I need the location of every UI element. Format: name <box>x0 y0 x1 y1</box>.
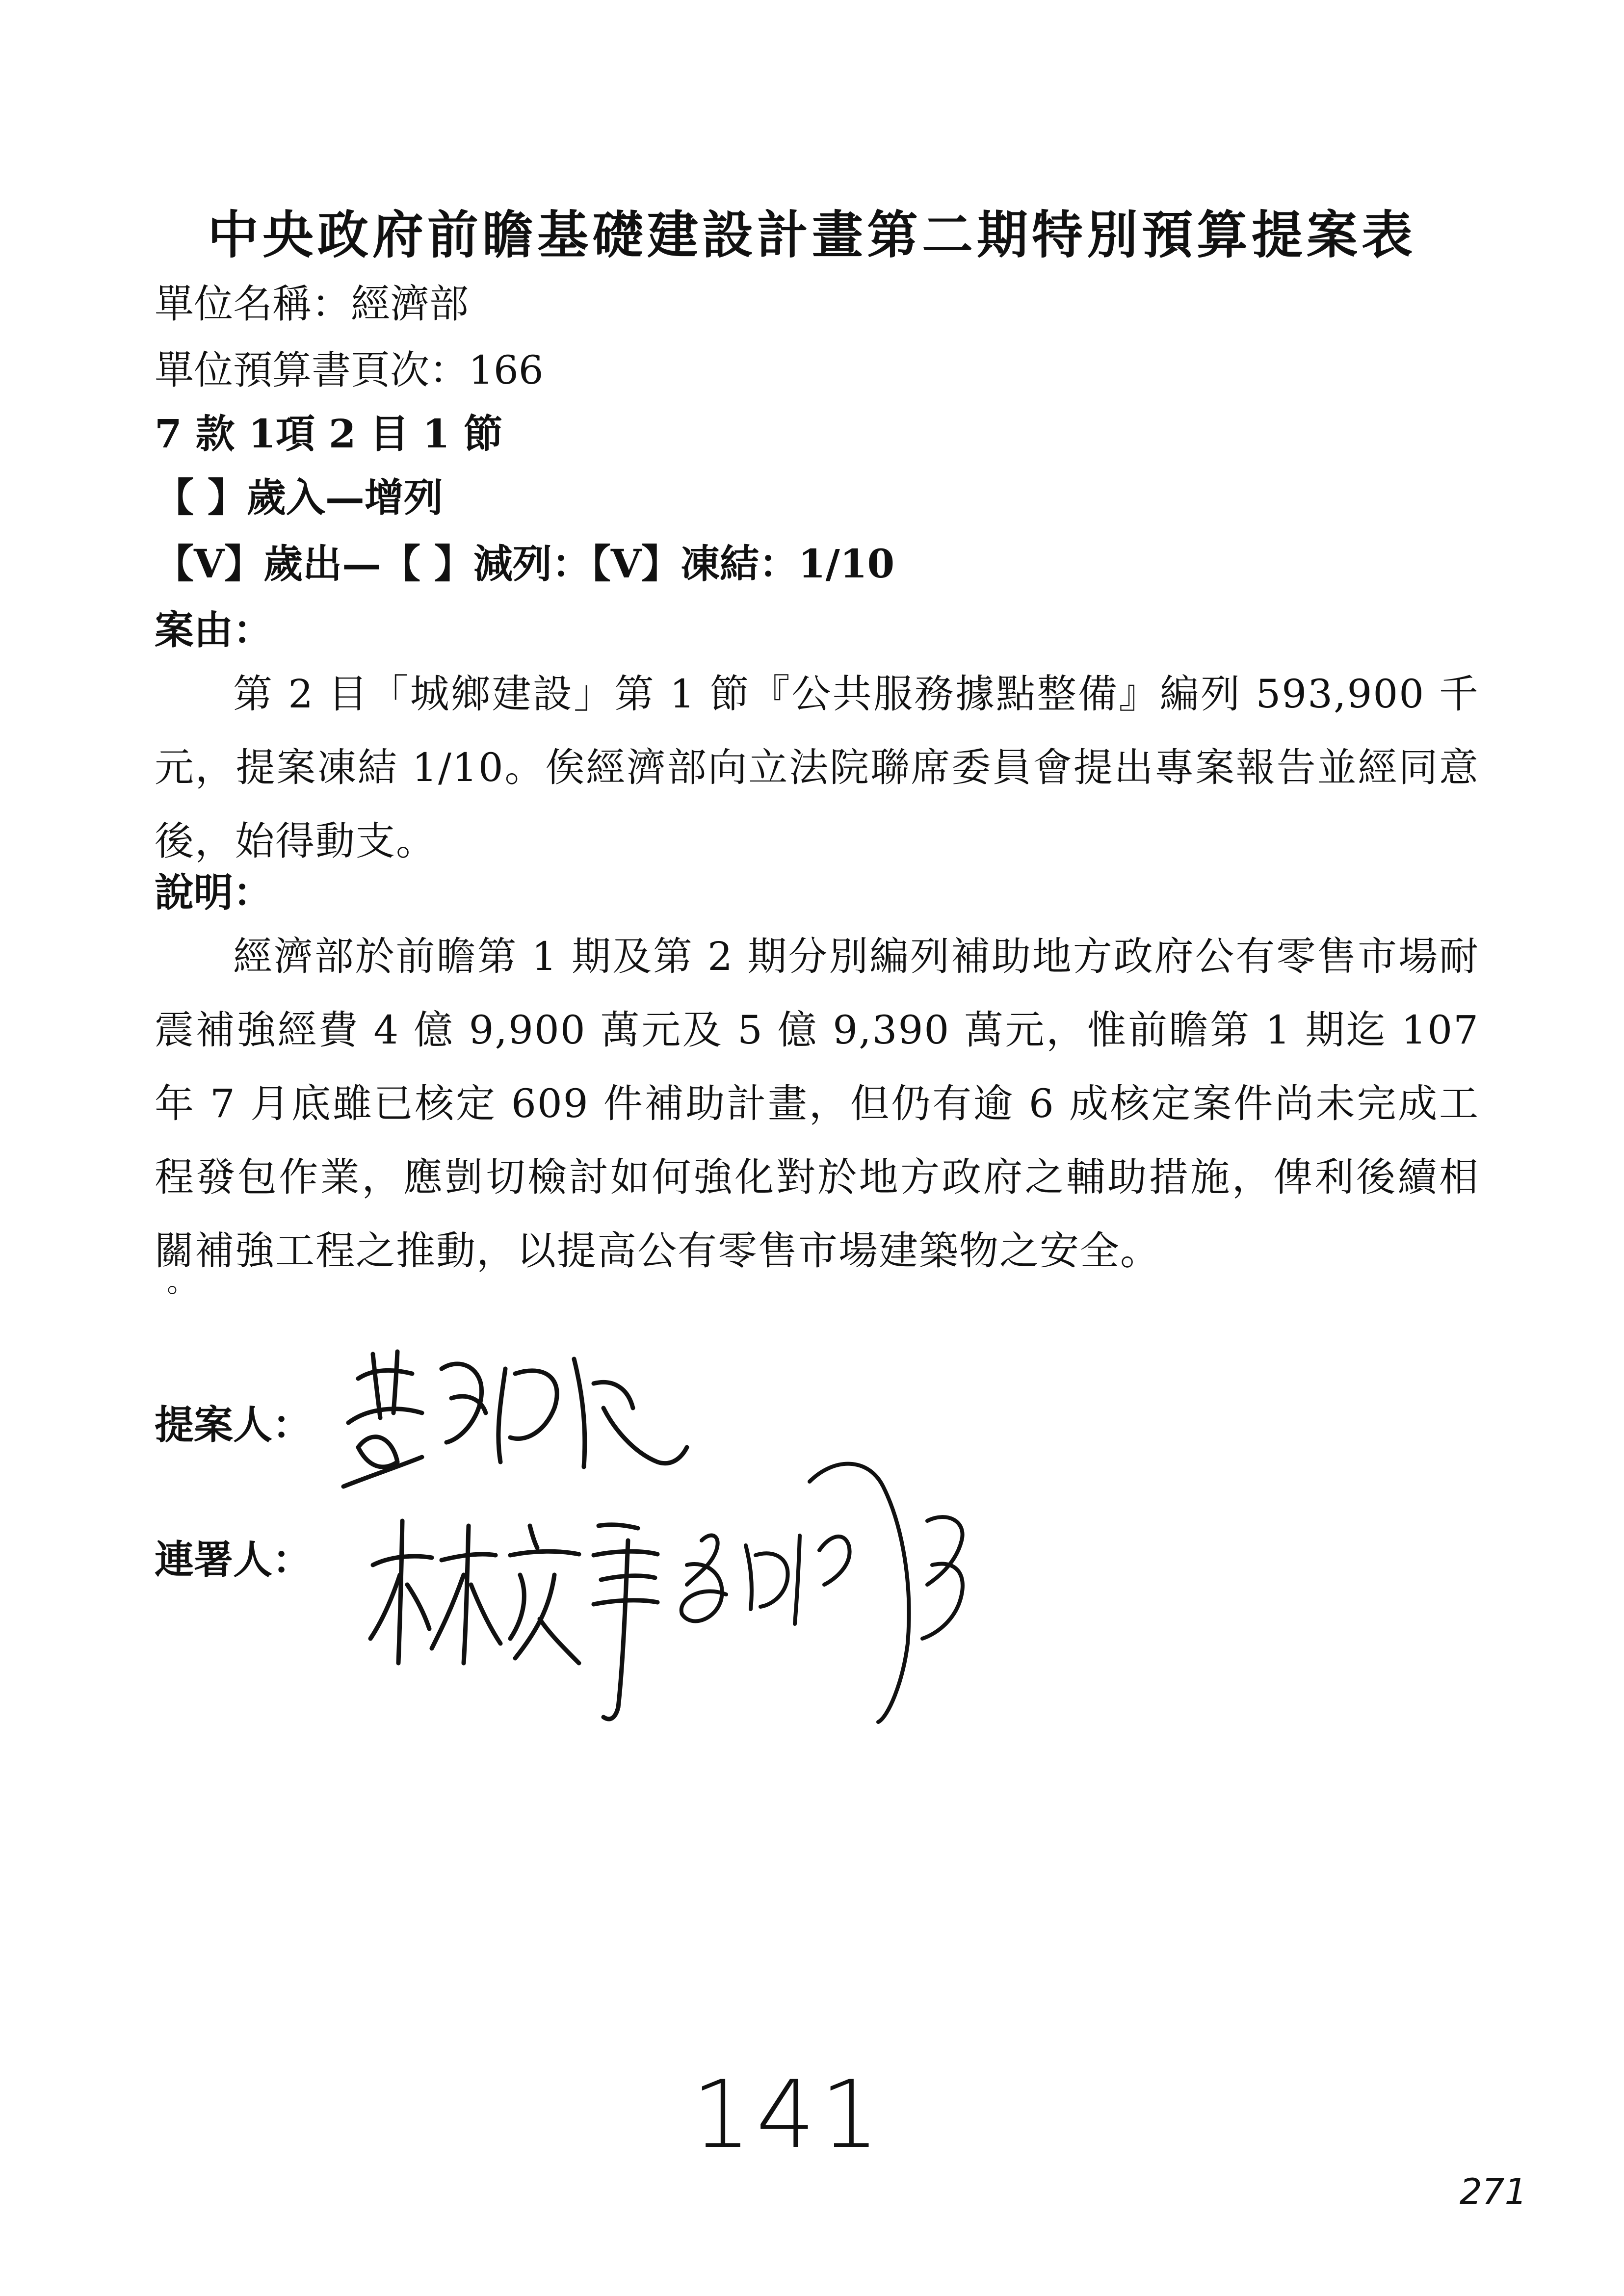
cosigner-label: 連署人： <box>155 1537 312 1583</box>
page-number: 141 <box>692 2061 885 2169</box>
explanation-text: 經濟部於前瞻第 1 期及第 2 期分別編列補助地方政府公有零售市場耐震補強經費 4 億 9,900 萬元及 5 億 9,390 萬元，惟前瞻第 1 期迄 107 年 7 月底雖已核定 609 件補助計畫，但仍有逾 6 成核定案件尚未完成工程發包作業，應剴切檢討如何強化對於地方政府之輔助措施，俾利後續相關補強工程之推動，以提高公有零售市場建築物之安全。 <box>155 934 1479 1274</box>
stray-mark: 。 <box>167 1265 196 1299</box>
corner-number: 271 <box>1460 2171 1527 2212</box>
revenue-line: 【 】歲入—增列 <box>155 474 443 521</box>
proposer-label: 提案人： <box>155 1402 312 1448</box>
cosigner-signature-1 <box>363 1501 667 1727</box>
reason-text: 第 2 目「城鄉建設」第 1 節『公共服務據點整備』編列 593,900 千元，提案凍結 1/10。俟經濟部向立法院聯席委員會提出專案報告並經同意後，始得動支。 <box>155 671 1479 864</box>
document-title: 中央政府前瞻基礎建設計畫第二期特別預算提案表 <box>207 205 1416 265</box>
proposer-signature <box>339 1339 692 1496</box>
expenditure-line: 【V】歲出—【 】減列：【V】凍結：1/10 <box>155 541 895 587</box>
budget-page: 單位預算書頁次：166 <box>155 347 544 393</box>
cosigner-signature-2 <box>672 1437 991 1742</box>
reason-heading: 案由： <box>155 607 272 653</box>
explanation-heading: 說明： <box>155 869 272 915</box>
unit-name: 單位名稱：經濟部 <box>155 281 469 327</box>
section-code: 7 款 1項 2 目 1 節 <box>155 411 503 457</box>
